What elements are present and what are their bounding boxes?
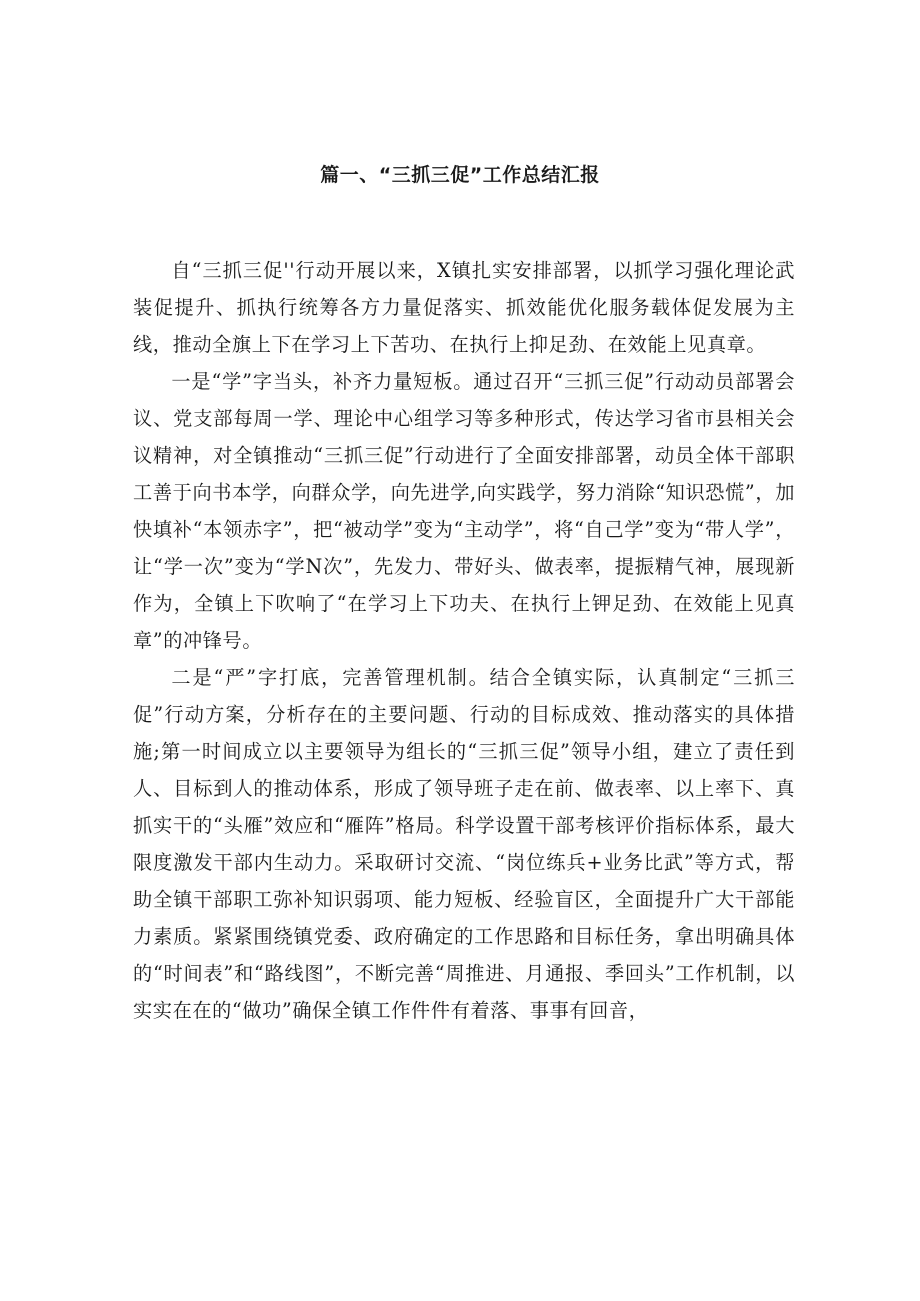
document-body (133, 252, 795, 1029)
paragraph-management: 二是“严”字打底，完善管理机制。结合全镇实际，认真制定“三抓三促”行动方案，分析存在的主要问题、行动的目标成效、推动落实的具体措施;第一时间成立以主要领导为组长的“三抓三促”领导小组，建立了责任到人、目标到人的推动体系，形成了领导班子走在前、做表率、以上率下、真抓实干的“头雁”效应和“雁阵”格局。科学设置干部考核评价指标体系，最大限度激发干部内生动力。采取研讨交流、“岗位练兵+业务比武”等方式，帮助全镇干部职工弥补知识弱项、能力短板、经验盲区，全面提升广大干部能力素质。紧紧围绕镇党委、政府确定的工作思路和目标任务，拿出明确具体的“时间表”和“路线图”，不断完善“周推进、月通报、季回头”工作机制，以实实在在的“做功”确保全镇工作件件有着落、事事有回音， (133, 666, 795, 1022)
document-title: 篇一、“三抓三促”工作总结汇报 (320, 164, 600, 186)
paragraph-intro: 自“三抓三促''行动开展以来，X镇扎实安排部署，以抓学习强化理论武装促提升、抓执行统筹各方力量促落实、抓效能优化服务载体促发展为主线，推动全旗上下在学习上下苦功、在执行上抑足劲、在效能上见真章。 (133, 259, 795, 356)
paragraph-study: 一是“学”字当头，补齐力量短板。通过召开“三抓三促”行动动员部署会议、党支部每周一学、理论中心组学习等多种形式，传达学习省市县相关会议精神，对全镇推动“三抓三促”行动进行了全面安排部署，动员全体干部职工善于向书本学，向群众学，向先进学,向实践学，努力消除“知识恐慌”，加快填补“本领赤字”，把“被动学”变为“主动学”，将“自己学”变为“带人学”，让“学一次”变为“学N次”，先发力、带好头、做表率，提振精气神，展现新作为，全镇上下吹响了“在学习上下功夫、在执行上钾足劲、在效能上见真章”的冲锋号。 (133, 370, 795, 652)
